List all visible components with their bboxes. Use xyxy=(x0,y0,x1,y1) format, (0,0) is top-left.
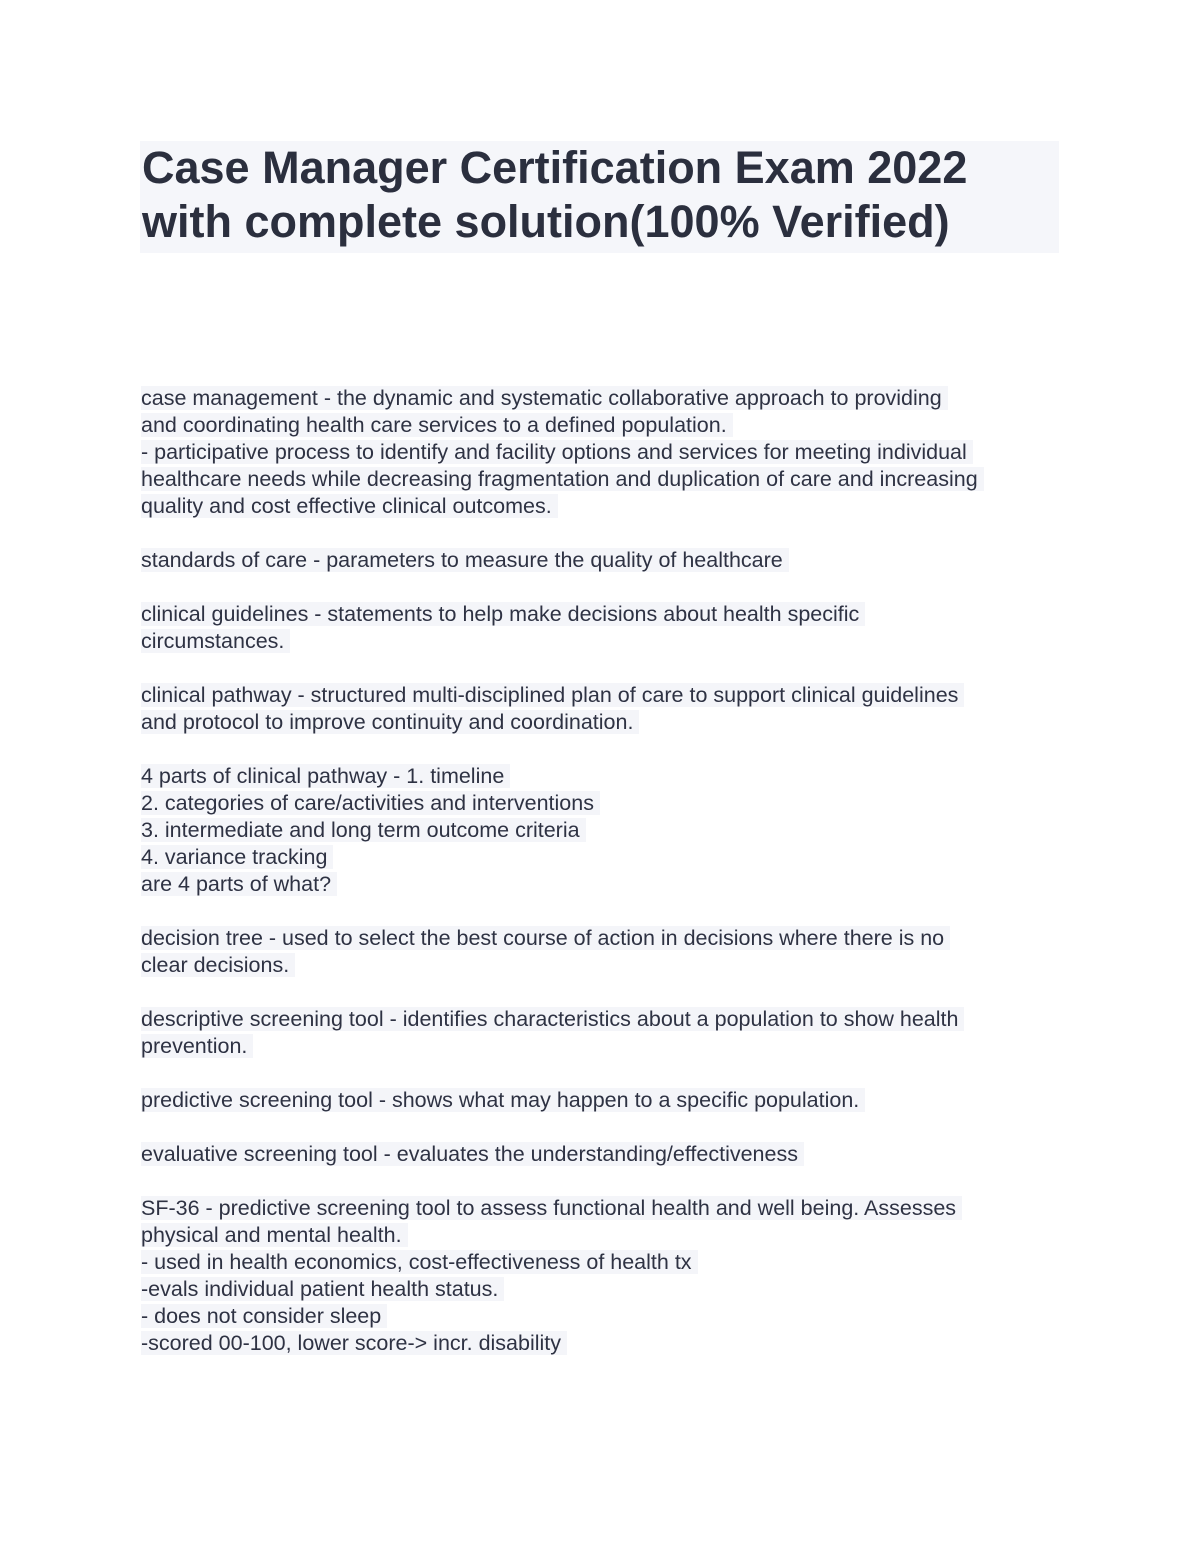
entry-line-text: prevention. xyxy=(141,1034,253,1058)
entry-line-text: physical and mental health. xyxy=(141,1223,408,1247)
flashcard-entry xyxy=(141,385,1061,520)
entry-line xyxy=(141,1033,1061,1060)
entry-line xyxy=(141,1330,1061,1357)
entry-line-text: -scored 00-100, lower score-> incr. disability xyxy=(141,1331,567,1355)
entry-line xyxy=(141,1249,1061,1276)
entry-line-text: 4. variance tracking xyxy=(141,845,333,869)
entry-line xyxy=(141,709,1061,736)
document-title xyxy=(140,141,1059,253)
entry-line xyxy=(141,1006,1061,1033)
entry-line-text: evaluative screening tool - evaluates the understanding/effectiveness xyxy=(141,1142,804,1166)
entry-line xyxy=(141,1195,1061,1222)
entry-line xyxy=(141,952,1061,979)
entry-line-text: and coordinating health care services to a defined population. xyxy=(141,413,733,437)
entry-line xyxy=(141,817,1061,844)
entry-line-text: decision tree - used to select the best course of action in decisions where there is no xyxy=(141,926,950,950)
entry-line-text: predictive screening tool - shows what may happen to a specific population. xyxy=(141,1088,865,1112)
entry-line xyxy=(141,1276,1061,1303)
document-body xyxy=(141,385,1061,1384)
entry-line-text: 3. intermediate and long term outcome criteria xyxy=(141,818,586,842)
entry-line xyxy=(141,1087,1061,1114)
entry-line xyxy=(141,790,1061,817)
entry-line xyxy=(141,439,1061,466)
flashcard-entry xyxy=(141,601,1061,655)
entry-line-text: healthcare needs while decreasing fragmentation and duplication of care and increasing xyxy=(141,467,984,491)
entry-line xyxy=(141,925,1061,952)
entry-line-text: -evals individual patient health status. xyxy=(141,1277,504,1301)
entry-line xyxy=(141,466,1061,493)
entry-line xyxy=(141,1141,1061,1168)
entry-line xyxy=(141,412,1061,439)
title-line-2: with complete solution(100% Verified) xyxy=(142,196,950,247)
entry-line xyxy=(141,844,1061,871)
entry-line-text: 4 parts of clinical pathway - 1. timeline xyxy=(141,764,510,788)
flashcard-entry xyxy=(141,1141,1061,1168)
entry-line xyxy=(141,682,1061,709)
title-line-1: Case Manager Certification Exam 2022 xyxy=(142,142,968,193)
flashcard-entry xyxy=(141,1195,1061,1357)
flashcard-entry xyxy=(141,1006,1061,1060)
flashcard-entry xyxy=(141,682,1061,736)
entry-line-text: clear decisions. xyxy=(141,953,295,977)
entry-line-text: case management - the dynamic and systematic collaborative approach to providing xyxy=(141,386,948,410)
entry-line-text: clinical guidelines - statements to help make decisions about health specific xyxy=(141,602,865,626)
flashcard-entry xyxy=(141,763,1061,898)
entry-line xyxy=(141,871,1061,898)
entry-line xyxy=(141,763,1061,790)
entry-line-text: 2. categories of care/activities and interventions xyxy=(141,791,600,815)
entry-line-text: - participative process to identify and facility options and services for meeting individual xyxy=(141,440,973,464)
entry-line xyxy=(141,385,1061,412)
entry-line-text: descriptive screening tool - identifies characteristics about a population to show health xyxy=(141,1007,964,1031)
entry-line-text: circumstances. xyxy=(141,629,290,653)
entry-line-text: clinical pathway - structured multi-disciplined plan of care to support clinical guidelines xyxy=(141,683,964,707)
entry-line xyxy=(141,547,1061,574)
entry-line-text: - used in health economics, cost-effectiveness of health tx xyxy=(141,1250,698,1274)
entry-line xyxy=(141,628,1061,655)
entry-line-text: are 4 parts of what? xyxy=(141,872,337,896)
entry-line xyxy=(141,493,1061,520)
entry-line xyxy=(141,601,1061,628)
entry-line-text: and protocol to improve continuity and coordination. xyxy=(141,710,639,734)
entry-line xyxy=(141,1222,1061,1249)
entry-line-text: standards of care - parameters to measure the quality of healthcare xyxy=(141,548,789,572)
entry-line xyxy=(141,1303,1061,1330)
entry-line-text: - does not consider sleep xyxy=(141,1304,387,1328)
flashcard-entry xyxy=(141,1087,1061,1114)
flashcard-entry xyxy=(141,547,1061,574)
entry-line-text: SF-36 - predictive screening tool to assess functional health and well being. Assesses xyxy=(141,1196,962,1220)
flashcard-entry xyxy=(141,925,1061,979)
entry-line-text: quality and cost effective clinical outcomes. xyxy=(141,494,558,518)
